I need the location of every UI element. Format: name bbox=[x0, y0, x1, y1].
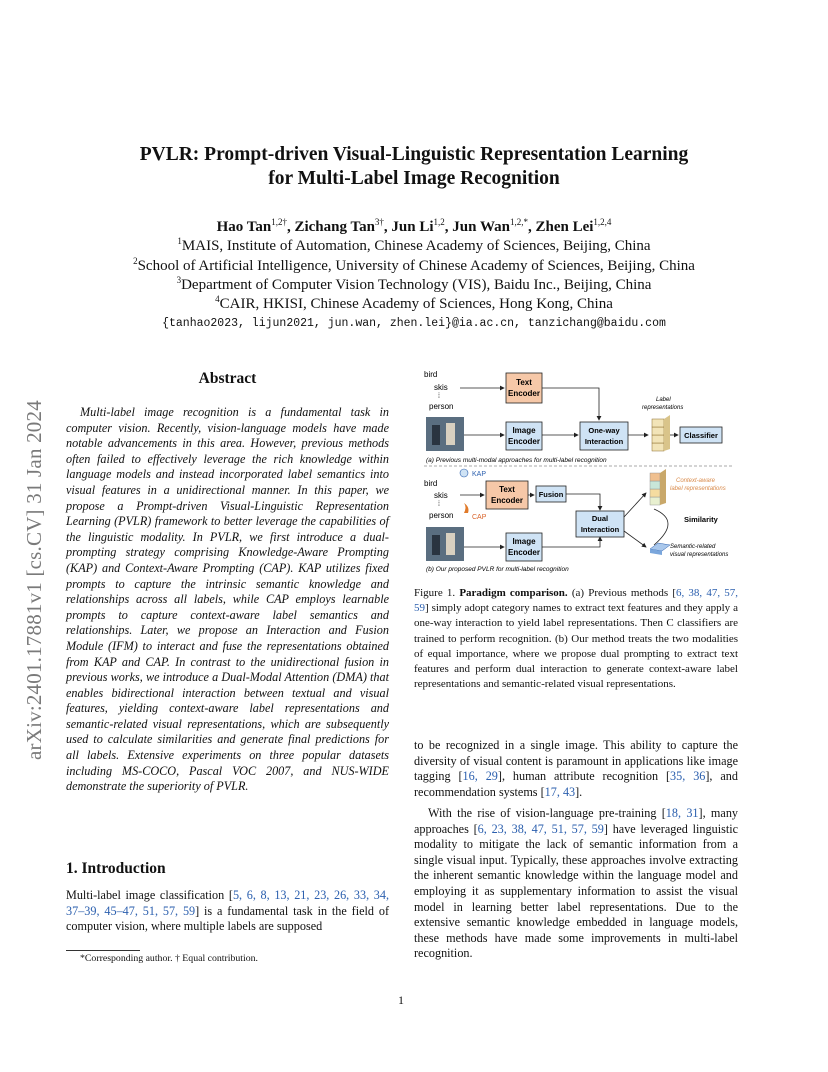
abstract-text: Multi-label image recognition is a fundamental task in computer vision. Recently, vision-language models have made notable advancements in this area. However, previous methods often failed to effectively leverage the rich knowledge within language models and instead incorporated label semantics into visual features in a unidirectional manner. In this paper, we propose a Prompt-driven Visual-Linguistic Representation Learning (PVLR) framework to better leverage the capabilities of the linguistic modality. In PVLR, we first introduce a dual-prompting strategy comprising Knowledge-Aware Prompting (KAP) and Context-Aware Prompting (CAP). KAP utilizes fixed prompts to capture the intrinsic semantic knowledge and relationships across all labels, while CAP employs learnable prompts to capture context-aware label semantics and relationships. Later, we propose an Interaction and Fusion Module (IFM) to interact and fuse the representations obtained from KAP and CAP. In contrast to the unidirectional fusion in previous works, we introduce a Dual-Modal Attention (DMA) that enables bidirectional interaction between textual and visual features, yielding context-aware label representations and semantic-related visual representations, which are subsequently used to calculate similarities and generate final predictions for all labels. Extensive experiments on three popular datasets including MS-COCO, Pascal VOC 2007, and NUS-WIDE demonstrate the superiority of PVLR. bbox=[66, 405, 389, 794]
author-name: Jun Li bbox=[391, 219, 434, 235]
intro-text: ], and recommendation systems [ bbox=[414, 769, 738, 799]
sem-visual-text: Semantic-related bbox=[670, 544, 716, 550]
citation-link[interactable]: 6, 23, 38, 47, 51, 57, 59 bbox=[477, 821, 604, 836]
footnote-rule bbox=[66, 950, 140, 951]
affil-text: School of Artificial Intelligence, University of Chinese Academy of Sciences, Beijing, China bbox=[137, 258, 695, 274]
image-encoder-label-a2: Encoder bbox=[507, 437, 541, 446]
ctx-label-text: Context-aware bbox=[676, 478, 716, 484]
intro-text: ], human attribute recognition [ bbox=[497, 769, 671, 784]
paper-title bbox=[0, 143, 828, 191]
text-encoder-label-b2: Encoder bbox=[490, 496, 524, 505]
figure-caption bbox=[414, 586, 738, 692]
intro-text: With the rise of vision-language pre-training [ bbox=[428, 806, 666, 820]
cap-flame-icon bbox=[464, 503, 469, 513]
cap-label: CAP bbox=[472, 514, 487, 521]
intro-text: Multi-label image classification [ bbox=[66, 888, 233, 902]
label-person-b: person bbox=[429, 511, 454, 520]
author-sep: , bbox=[527, 219, 536, 235]
author-sep: , bbox=[383, 219, 392, 235]
abstract-heading: Abstract bbox=[198, 370, 257, 387]
author-name: Zichang Tan bbox=[294, 219, 375, 235]
arxiv-stamp bbox=[22, 290, 52, 760]
sem-visual-text-2: visual representations bbox=[670, 552, 729, 558]
author-list bbox=[0, 218, 828, 237]
caption-a: (a) Previous multi-modal approaches for multi-label recognition bbox=[426, 457, 607, 464]
caption-text: ] simply adopt category names to extract text features and they apply a one-way interaction to yield label representations. Then C classifiers are trained to perform recognition. (b) Our method treats the two modalities of equal importance, where we propose dual prompting to extract text features and perform dual interaction to generate context-aware label representations and semantic-related visual representations. bbox=[414, 602, 738, 691]
image-encoder-label-b: Image bbox=[512, 537, 536, 546]
ctx-label-stack bbox=[650, 469, 666, 505]
fusion-label: Fusion bbox=[538, 490, 564, 499]
affil-num: 1 bbox=[177, 236, 182, 246]
text-encoder-label-a: Text bbox=[516, 378, 532, 387]
label-skis: skis bbox=[434, 383, 448, 392]
citation-link[interactable]: 35, 36 bbox=[670, 769, 706, 784]
author-name: Jun Wan bbox=[452, 219, 510, 235]
caption-lead: Figure 1. bbox=[414, 587, 460, 599]
photo-figure bbox=[432, 535, 440, 555]
author-sep: , bbox=[286, 219, 295, 235]
sem-visual-stack bbox=[650, 543, 670, 555]
affil-num: 3 bbox=[176, 275, 182, 285]
affil-text: Department of Computer Vision Technology (VIS), Baidu Inc., Beijing, China bbox=[181, 277, 652, 293]
dual-label-2: Interaction bbox=[580, 525, 620, 534]
author-sup: 3† bbox=[374, 217, 384, 227]
classifier-label: Classifier bbox=[684, 431, 718, 440]
photo-figure bbox=[446, 423, 455, 445]
photo-thumbnail-b bbox=[426, 527, 464, 561]
affiliation-4 bbox=[0, 295, 828, 314]
caption-text: (a) Previous methods [ bbox=[567, 587, 676, 599]
similarity-arc bbox=[654, 509, 668, 545]
label-bird-b: bird bbox=[424, 479, 438, 488]
citation-link[interactable]: 17, 43 bbox=[544, 784, 576, 799]
label-repr-text-2: representations bbox=[642, 405, 684, 411]
text-encoder-label-a2: Encoder bbox=[507, 389, 541, 398]
label-repr-text: Label bbox=[656, 397, 671, 403]
intro-paragraph-right-2 bbox=[414, 806, 738, 962]
affiliation-2 bbox=[0, 257, 828, 276]
intro-text: ] is a fundamental task in the field of computer vision, where multiple labels are supposed bbox=[66, 903, 389, 934]
label-person: person bbox=[429, 402, 454, 411]
intro-text: ] have leveraged linguistic modality to mitigate the lack of semantic information from a single visual input. Typically, these approaches involve extracting the inherent semantic knowledge within the language model and employing it as supplementary information to assist the visual model in learning better label representations. Due to the extensive semantic knowledge embedded in language models, these methods have made some improvements in multi-label recognition. bbox=[414, 821, 739, 961]
intro-paragraph-right-1 bbox=[414, 738, 738, 800]
photo-figure bbox=[432, 425, 440, 445]
kap-snowflake-icon bbox=[460, 469, 468, 477]
label-repr-stack-a bbox=[652, 415, 670, 451]
citation-link[interactable]: 18, 31 bbox=[665, 806, 699, 820]
caption-b: (b) Our proposed PVLR for multi-label recognition bbox=[426, 566, 569, 573]
intro-heading: 1. Introduction bbox=[66, 860, 166, 877]
affil-text: MAIS, Institute of Automation, Chinese Academy of Sciences, Beijing, China bbox=[181, 238, 651, 254]
author-sup: 1,2† bbox=[271, 217, 287, 227]
citation-link[interactable]: 5, 6, 8, 13, 21, 23, 26, 33, 34, 37–39, 45–47, 51, 57, 59 bbox=[66, 888, 390, 918]
intro-paragraph-1 bbox=[66, 888, 389, 935]
author-name: Hao Tan bbox=[216, 219, 272, 235]
similarity-label: Similarity bbox=[684, 515, 718, 524]
page-number: 1 bbox=[398, 993, 404, 1007]
image-encoder-label-b2: Encoder bbox=[507, 548, 541, 557]
kap-label: KAP bbox=[472, 471, 487, 478]
author-sep: , bbox=[444, 219, 453, 235]
citation-link[interactable]: 16, 29 bbox=[462, 769, 498, 784]
oneway-label: One-way bbox=[588, 426, 620, 435]
text-encoder-label-b: Text bbox=[499, 485, 515, 494]
author-sup: 1,2,4 bbox=[593, 217, 612, 227]
dual-label: Dual bbox=[591, 514, 609, 523]
affil-num: 2 bbox=[133, 256, 138, 266]
label-bird: bird bbox=[424, 370, 438, 379]
title-line-2: for Multi-Label Image Recognition bbox=[268, 168, 560, 189]
intro-text: ]. bbox=[575, 784, 583, 799]
photo-figure bbox=[446, 533, 455, 555]
footnote: *Corresponding author. † Equal contribution. bbox=[80, 953, 258, 964]
author-sup: 1,2 bbox=[433, 217, 445, 227]
label-dots: ⁞ bbox=[438, 393, 440, 400]
image-encoder-label-a: Image bbox=[512, 426, 536, 435]
intro-text: ], many approaches [ bbox=[414, 806, 739, 836]
affiliation-3 bbox=[0, 276, 828, 295]
oneway-label-2: Interaction bbox=[584, 437, 624, 446]
affil-num: 4 bbox=[215, 294, 220, 304]
arxiv-id: arXiv:2401.17881v1 [cs.CV] 31 Jan 2024 bbox=[22, 400, 46, 760]
ctx-label-text-2: label representations bbox=[670, 486, 726, 492]
affiliation-1 bbox=[0, 237, 828, 256]
author-sup: 1,2,* bbox=[509, 217, 528, 227]
author-name: Zhen Lei bbox=[535, 219, 594, 235]
intro-text: to be recognized in a single image. This ability to capture the diversity of visual content is paramount in applications like image tagging [ bbox=[414, 738, 738, 784]
author-emails: {tanhao2023, lijun2021, jun.wan, zhen.lei}@ia.ac.cn, tanzichang@baidu.com bbox=[162, 317, 666, 330]
title-line-1: PVLR: Prompt-driven Visual-Linguistic Representation Learning bbox=[139, 144, 689, 165]
caption-bold: Paradigm comparison. bbox=[459, 587, 568, 599]
label-dots-b: ⁞ bbox=[438, 501, 440, 508]
figure-paradigm bbox=[414, 365, 738, 577]
photo-thumbnail-a bbox=[426, 417, 464, 451]
affil-text: CAIR, HKISI, Chinese Academy of Sciences, Hong Kong, China bbox=[219, 296, 613, 312]
label-skis-b: skis bbox=[434, 491, 448, 500]
citation-link[interactable]: 6, 38, 47, 57, 59 bbox=[414, 587, 738, 615]
